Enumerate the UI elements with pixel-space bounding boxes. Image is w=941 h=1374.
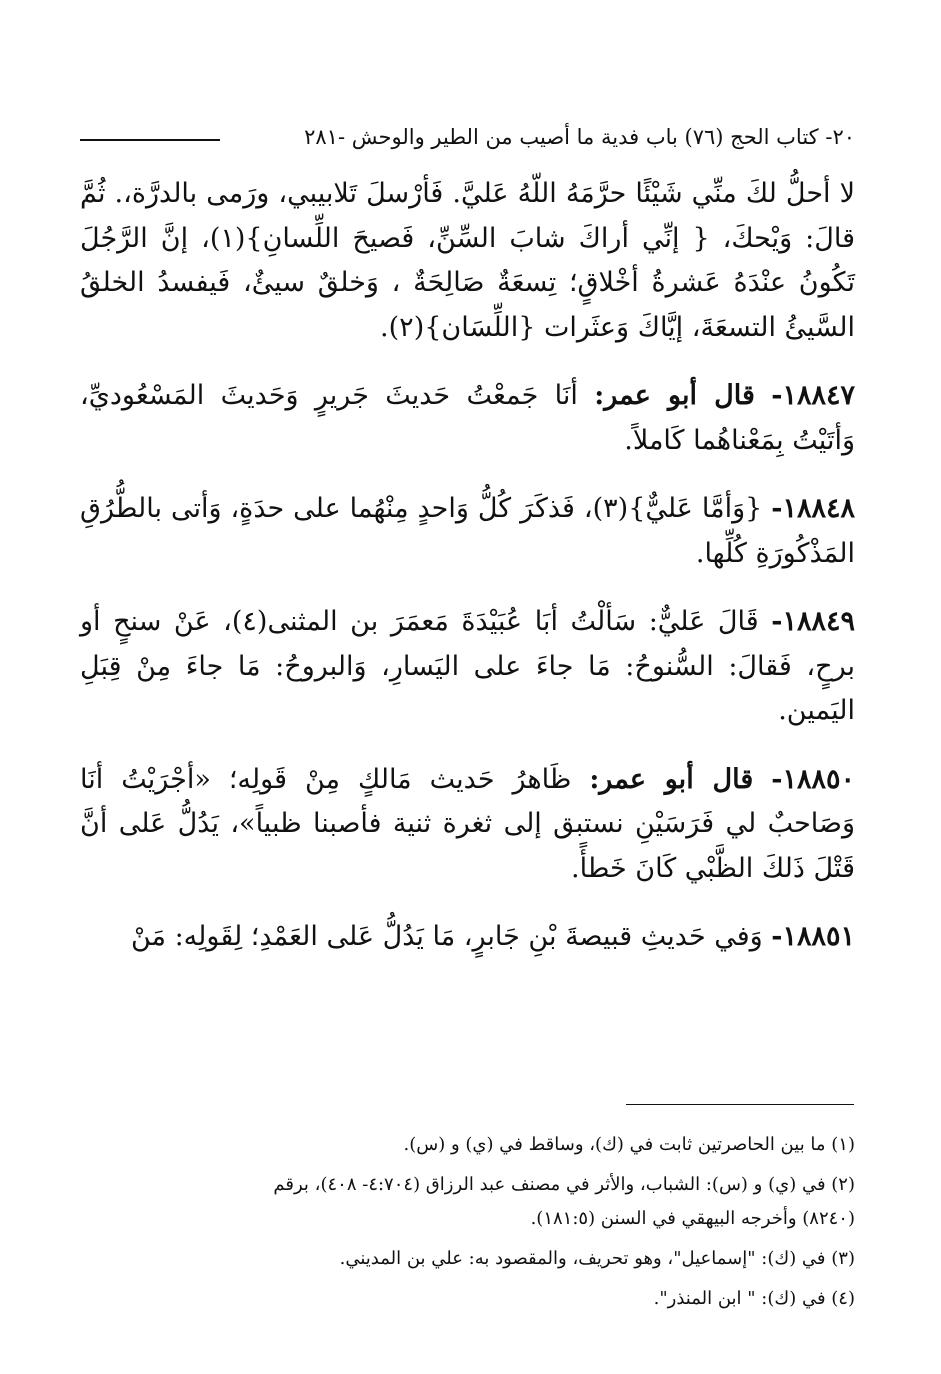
paragraph-18849 <box>80 600 855 734</box>
text-line: ظَاهرُ حَديث مَالكٍ مِنْ قَولِه؛ «أجْرَيْتُ أنَا <box>80 763 572 795</box>
footnote-3: (٣) في (ك): "إسماعيل"، وهو تحريف، والمقصود به: علي بن المديني. <box>339 1248 855 1269</box>
text-line: وَفي حَديثِ قبيصةَ بْنِ جَابرٍ، مَا يَدُلُّ عَلى العَمْدِ؛ لِقَولِه: مَنْ <box>130 921 763 952</box>
paragraph-number: ١٨٨٤٩- <box>771 606 856 637</box>
text-line: وَعثَرات {اللِّسَان}(٢). <box>380 311 630 343</box>
footnote-2-line-2: (٨٢٤٠) وأخرجه البيهقي في السنن (١٨١:٥). <box>530 1208 855 1229</box>
main-text <box>80 172 855 960</box>
paragraph-18850 <box>80 758 855 892</box>
footnote-4: (٤) في (ك): " ابن المنذر". <box>653 1288 855 1309</box>
header-title: ٢٠- كتاب الحج (٧٦) باب فدية ما أصيب من الطير والوحش -٢٨١ <box>304 125 855 149</box>
text-line: وَصَاحبٌ لي فَرَسَيْنِ نستبق إلى ثغرة ثنية فأصبنا ظبياً»، يَدُلُّ عَلى أنَّ قَتْلَ <box>80 808 856 884</box>
paragraph-number: ١٨٨٤٧- <box>771 380 855 411</box>
text-line: قَالَ عَليٌّ: سَألْتُ أبَا عُبَيْدَةَ مَعمَرَ بن المثنى(٤)، عَنْ سنحٍ أو <box>80 606 759 637</box>
footnote-1: (١) ما بين الحاصرتين ثابت في (ك)، وساقط في (ي) و (س). <box>403 1134 855 1155</box>
footnote-2-line-1: (٢) في (ي) و (س): الشباب، والأثر في مصنف عبد الرزاق (٤:٧٠٤- ٤٠٨)، برقم <box>273 1174 855 1195</box>
paragraph-18848 <box>80 487 855 576</box>
text-line: وَيْحكَ، { إنِّي أراكَ شابَ السِّنِّ، فَصيحَ اللِّسانِ}(١)، إنَّ الرَّجُلَ تَكُونُ عنْدَهُ <box>80 222 855 298</box>
paragraph-continuation <box>80 172 855 350</box>
paragraph-number: ١٨٨٤٨- <box>771 493 855 524</box>
text-line: لا أحلُّ لكَ منِّي شَيْئًا حرَّمَهُ اللّهُ عَليَّ. فَأرْسلَ تَلابيبي، ورَمى بالدرَّة،. ثُمَّ قالَ: <box>80 178 855 254</box>
text-line: أنَا جَمعْتُ حَديثَ جَريرٍ وَحَديثَ المَسْعُوديِّ، <box>80 380 578 411</box>
paragraph-number: ١٨٨٥٠- <box>771 763 855 795</box>
text-line: برحٍ، فَقالَ: السُّنوحُ: مَا جاءَ على اليَسارِ، وَالبروحُ: مَا جاءَ مِنْ قِبَلِ اليَمين. <box>80 650 855 726</box>
paragraph-18851 <box>80 915 855 960</box>
text-line: {وَأمَّا عَليٌّ}(٣)، فَذكَرَ كُلُّ وَاحدٍ مِنْهُما على حدَةٍ، وَأتى <box>170 493 763 524</box>
speaker-lead: قال أبو عمر: <box>594 380 755 411</box>
speaker-lead: قال أبو عمر: <box>589 763 754 795</box>
text-line: ذَلكَ الظَّبْي كَانَ خَطأً. <box>571 852 805 884</box>
footnotes <box>76 1128 855 1316</box>
paragraph-18847 <box>80 374 855 463</box>
running-header <box>80 120 855 156</box>
paragraph-number: ١٨٨٥١- <box>771 921 855 952</box>
footnote-2 <box>76 1168 855 1236</box>
text-line: وَأتَيْتُ بِمَعْناهُما كَاملاً. <box>624 424 855 456</box>
text-line: بالطُّرُقِ المَذْكُورَةِ كُلِّها. <box>80 493 855 569</box>
text-line: عَشرةُ أخْلاقٍ؛ تِسعَةٌ صَالِحَةٌ ، وَخلقٌ سيئٌ، فَيفسدُ الخلقُ السَّيئُ التسعَةَ، إيَّاكَ <box>80 267 855 343</box>
footnote-rule <box>626 1104 854 1105</box>
header-rule <box>80 139 220 141</box>
